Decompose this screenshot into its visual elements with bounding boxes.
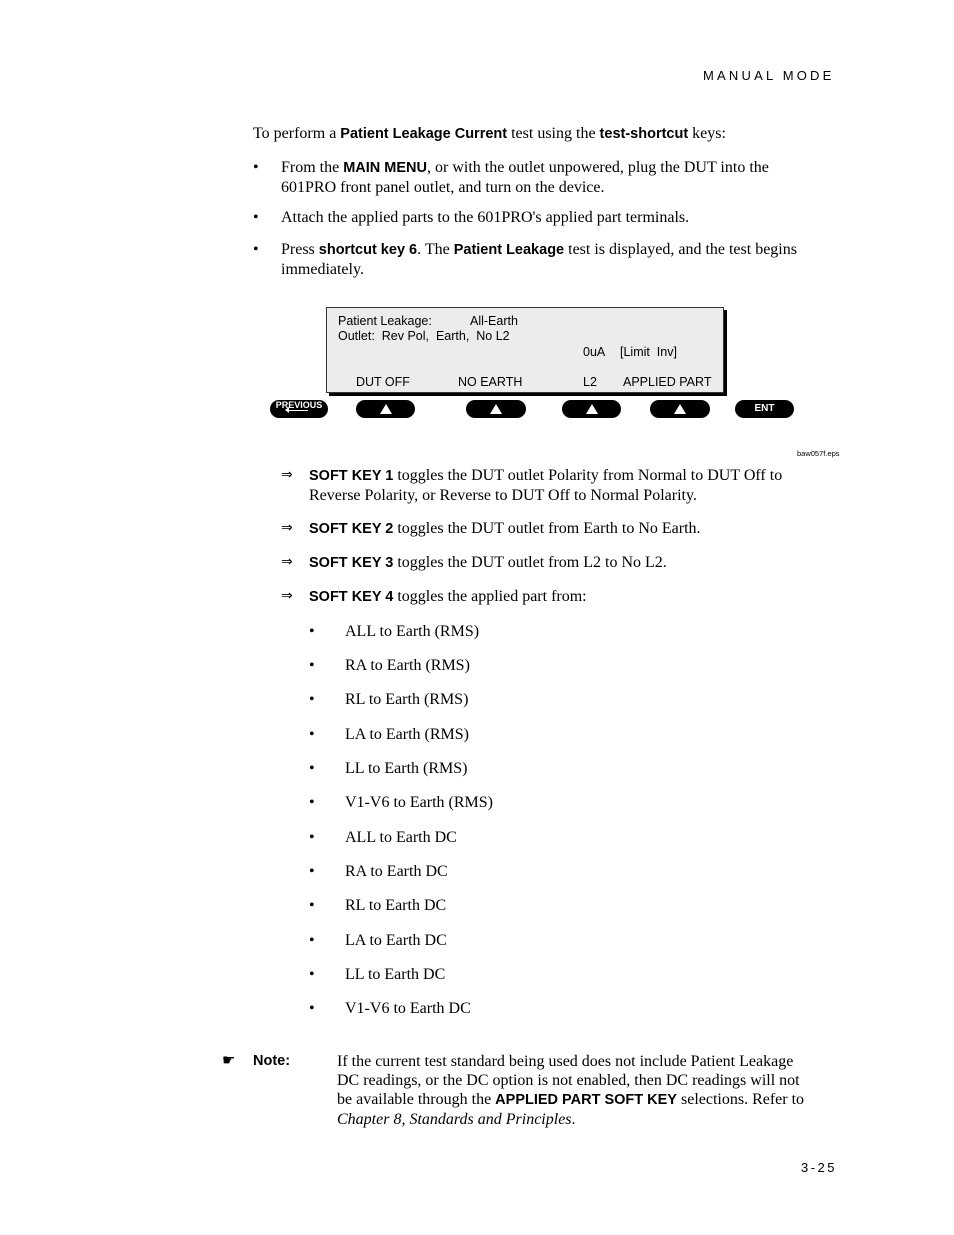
bullet-icon: • (253, 159, 259, 176)
up-triangle-icon (380, 404, 392, 414)
left-arrow-icon (288, 410, 308, 411)
soft-key-1-description: SOFT KEY 1 toggles the DUT outlet Polarity from Normal to DUT Off to Reverse Polarity, or Reverse to DUT Off to Normal Polarity. (309, 467, 783, 504)
list-item: RL to Earth (RMS) (345, 691, 469, 708)
bullet-icon: • (309, 794, 315, 811)
lcd-soft-label-3: L2 (583, 375, 597, 389)
double-arrow-icon: ⇒ (281, 467, 293, 483)
up-triangle-icon (586, 404, 598, 414)
bullet-icon: • (253, 209, 259, 226)
up-triangle-icon (674, 404, 686, 414)
list-item: LL to Earth DC (345, 966, 446, 983)
lcd-row1-label: Patient Leakage: (338, 314, 432, 328)
bullet-icon: • (309, 760, 315, 777)
lcd-soft-label-4: APPLIED PART (623, 375, 712, 389)
bullet-icon: • (309, 863, 315, 880)
bullet-icon: • (309, 623, 315, 640)
soft-key-1[interactable] (356, 400, 415, 418)
lcd-row2: Outlet: Rev Pol, Earth, No L2 (338, 329, 510, 343)
bullet-item: From the MAIN MENU, or with the outlet unpowered, plug the DUT into the 601PRO front panel outlet, and turn on the device. (281, 159, 769, 196)
list-item: V1-V6 to Earth DC (345, 1000, 471, 1017)
soft-key-2[interactable] (466, 400, 526, 418)
enter-key[interactable]: ENT (735, 400, 794, 418)
soft-key-3[interactable] (562, 400, 621, 418)
bullet-icon: • (309, 897, 315, 914)
lcd-limit: [Limit Inv] (620, 345, 677, 359)
intro-paragraph: To perform a Patient Leakage Current test using the test-shortcut keys: (253, 125, 726, 142)
lcd-display (326, 307, 724, 393)
note-label: Note: (253, 1053, 291, 1069)
bullet-icon: • (309, 966, 315, 983)
bullet-icon: • (253, 241, 259, 258)
lcd-soft-label-1: DUT OFF (356, 375, 410, 389)
note-text: If the current test standard being used does not include Patient Leakage DC readings, or the DC option is not enabled, then DC readings will not be available through the APPLIED PART SOFT KEY selections. Refer to Chapter 8, Standards and Principles. (337, 1053, 805, 1128)
list-item: ALL to Earth DC (345, 829, 457, 846)
list-item: LL to Earth (RMS) (345, 760, 468, 777)
lcd-soft-label-2: NO EARTH (458, 375, 523, 389)
double-arrow-icon: ⇒ (281, 520, 293, 536)
page-number: 3-25 (801, 1160, 838, 1175)
list-item: LA to Earth (RMS) (345, 726, 469, 743)
bullet-item: Press shortcut key 6. The Patient Leakage test is displayed, and the test begins immediately. (281, 241, 797, 278)
list-item: RL to Earth DC (345, 897, 447, 914)
bullet-item: Attach the applied parts to the 601PRO's applied part terminals. (281, 209, 690, 226)
list-item: RA to Earth DC (345, 863, 448, 880)
bullet-icon: • (309, 1000, 315, 1017)
list-item: ALL to Earth (RMS) (345, 623, 480, 640)
soft-key-4-description: SOFT KEY 4 toggles the applied part from: (309, 588, 587, 605)
bullet-icon: • (309, 657, 315, 674)
running-header: MANUAL MODE (703, 68, 835, 83)
list-item: LA to Earth DC (345, 932, 447, 949)
pointing-hand-icon: ☛ (222, 1051, 236, 1069)
soft-key-3-description: SOFT KEY 3 toggles the DUT outlet from L2 to No L2. (309, 554, 667, 571)
previous-key[interactable]: PREVIOUS (270, 400, 328, 418)
lcd-row1-value: All-Earth (470, 314, 518, 328)
bullet-icon: • (309, 726, 315, 743)
soft-key-4[interactable] (650, 400, 710, 418)
up-triangle-icon (490, 404, 502, 414)
bullet-icon: • (309, 932, 315, 949)
figure-caption: baw057f.eps (797, 449, 840, 458)
bullet-icon: • (309, 829, 315, 846)
double-arrow-icon: ⇒ (281, 588, 293, 604)
list-item: V1-V6 to Earth (RMS) (345, 794, 493, 811)
lcd-reading: 0uA (583, 345, 606, 359)
soft-key-2-description: SOFT KEY 2 toggles the DUT outlet from Earth to No Earth. (309, 520, 701, 537)
bullet-icon: • (309, 691, 315, 708)
double-arrow-icon: ⇒ (281, 554, 293, 570)
list-item: RA to Earth (RMS) (345, 657, 470, 674)
